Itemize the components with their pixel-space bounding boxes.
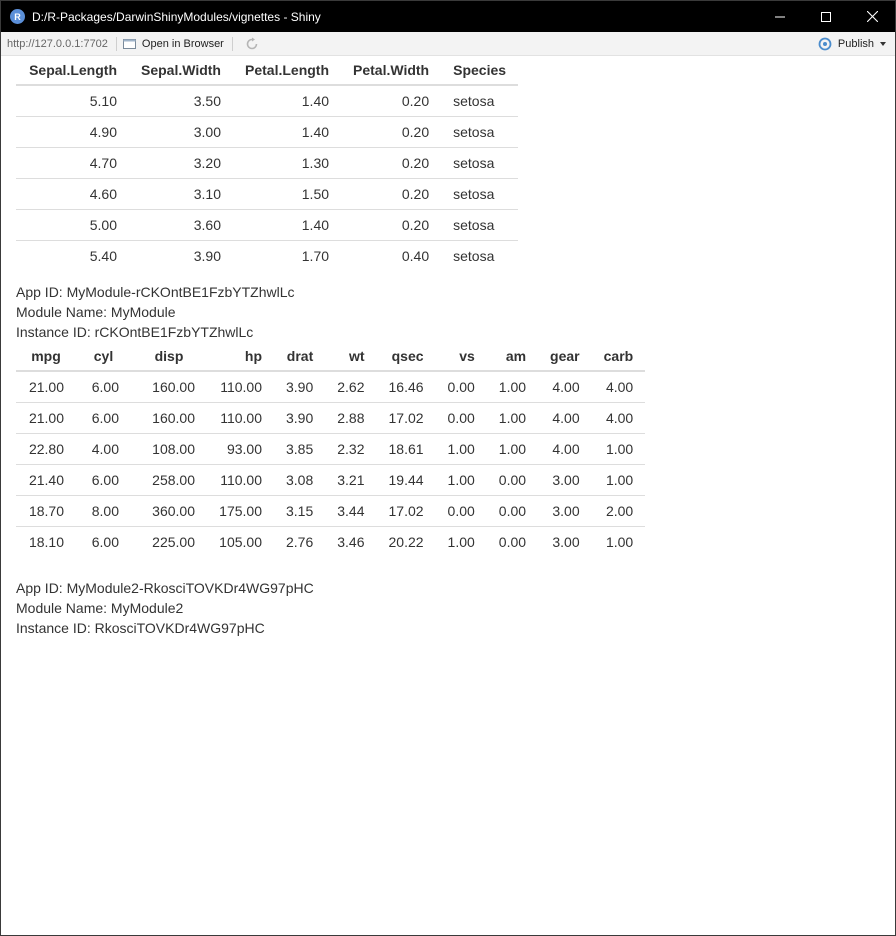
table-cell: 21.40 — [16, 464, 76, 495]
table-cell: 1.00 — [436, 464, 487, 495]
table-row — [16, 116, 518, 147]
table-cell: 19.44 — [377, 464, 436, 495]
table-cell: 6.00 — [91, 533, 119, 550]
table-cell: 3.85 — [274, 433, 325, 464]
browser-window-icon — [123, 38, 137, 50]
table-row — [16, 526, 645, 557]
module1-info — [16, 282, 895, 342]
table-cell: 6.00 — [76, 464, 131, 495]
publish-icon — [817, 37, 833, 51]
app-id-text: App ID: MyModule-rCKOntBE1FzbYTZhwlLc — [16, 284, 295, 300]
refresh-button[interactable] — [245, 37, 259, 51]
table-cell: 21.00 — [16, 371, 76, 402]
table-cell: 3.90 — [274, 371, 325, 402]
table-cell: 1.00 — [447, 533, 475, 550]
minimize-icon — [775, 12, 785, 22]
table-cell: 3.00 — [538, 464, 592, 495]
column-header-disp: disp — [131, 342, 207, 371]
table-cell: 17.02 — [377, 495, 436, 526]
table-cell: 3.00 — [538, 495, 592, 526]
table-row — [16, 178, 518, 209]
table-cell: 1.40 — [233, 116, 341, 147]
table-cell: 1.00 — [592, 464, 646, 495]
table-cell: setosa — [441, 85, 518, 116]
table-cell: 0.00 — [436, 495, 487, 526]
open-in-browser-button[interactable] — [123, 38, 224, 50]
table-cell: 1.30 — [233, 147, 341, 178]
minimize-button[interactable] — [757, 1, 803, 32]
table-cell: 0.20 — [341, 178, 441, 209]
table-cell: 0.40 — [401, 247, 430, 264]
app-content — [16, 56, 895, 935]
column-header-wt: wt — [325, 342, 376, 371]
viewer-toolbar — [1, 32, 895, 56]
maximize-button[interactable] — [803, 1, 849, 32]
table-cell: 17.02 — [377, 402, 436, 433]
table-cell: setosa — [441, 178, 518, 209]
table-row — [16, 495, 645, 526]
table-cell: 4.00 — [592, 371, 646, 402]
table-cell: 16.46 — [377, 371, 436, 402]
table-cell: 3.60 — [129, 209, 233, 240]
table-row — [16, 147, 518, 178]
app-id-text: App ID: MyModule2-RkosciTOVKDr4WG97pHC — [16, 580, 314, 596]
table-cell: 110.00 — [207, 371, 274, 402]
table-cell: 1.00 — [487, 433, 538, 464]
toolbar-divider-2 — [232, 37, 233, 51]
table-cell: 160.00 — [131, 402, 207, 433]
table-cell: 3.00 — [129, 116, 233, 147]
table-cell: 5.00 — [16, 209, 129, 240]
table-cell: 2.88 — [325, 402, 376, 433]
table-row — [16, 402, 645, 433]
table-cell: 0.00 — [498, 533, 527, 550]
module-name-text: Module Name: MyModule — [16, 304, 176, 320]
column-header-cyl: cyl — [76, 342, 131, 371]
table-cell: 3.08 — [274, 464, 325, 495]
table-cell: 2.00 — [592, 495, 646, 526]
table-row — [16, 240, 518, 271]
table-cell: 175.00 — [207, 495, 274, 526]
close-icon — [867, 11, 878, 22]
table-cell: 1.70 — [301, 247, 330, 264]
table-cell: 4.00 — [76, 433, 131, 464]
table-cell: 0.00 — [487, 464, 538, 495]
table-cell: 5.40 — [89, 247, 117, 264]
table-cell: 18.61 — [377, 433, 436, 464]
window-title: D:/R-Packages/DarwinShinyModules/vignettes - Shiny — [32, 9, 321, 24]
table-row — [16, 371, 645, 402]
instance-id-text: Instance ID: RkosciTOVKDr4WG97pHC — [16, 620, 265, 636]
table-cell: 108.00 — [131, 433, 207, 464]
instance-id-text: Instance ID: rCKOntBE1FzbYTZhwlLc — [16, 324, 254, 340]
table-cell: 225.00 — [152, 533, 195, 550]
table-cell: 2.32 — [325, 433, 376, 464]
table-cell: 8.00 — [76, 495, 131, 526]
table-row — [16, 209, 518, 240]
table-cell: 2.62 — [325, 371, 376, 402]
table-cell: 3.46 — [337, 533, 365, 550]
column-header-carb: carb — [592, 342, 646, 371]
table-cell: setosa — [453, 247, 495, 264]
table-cell: 1.00 — [592, 433, 646, 464]
mtcars-table — [16, 342, 645, 557]
mtcars-table-body — [16, 371, 645, 557]
table-cell: 3.50 — [129, 85, 233, 116]
table-cell: 4.00 — [592, 402, 646, 433]
table-cell: 3.15 — [274, 495, 325, 526]
table-cell: 4.00 — [538, 371, 592, 402]
chevron-down-icon — [879, 41, 887, 47]
column-header-mpg: mpg — [16, 342, 76, 371]
table-cell: 110.00 — [207, 464, 274, 495]
table-cell: 6.00 — [76, 371, 131, 402]
maximize-icon — [821, 12, 831, 22]
table-cell: 18.70 — [16, 495, 76, 526]
table-cell: 1.00 — [487, 402, 538, 433]
table-cell: 2.76 — [286, 533, 314, 550]
table-cell: 18.10 — [28, 533, 64, 550]
table-cell: 4.60 — [16, 178, 129, 209]
table-cell: 4.90 — [16, 116, 129, 147]
column-header-sepal-length: Sepal.Length — [16, 56, 129, 85]
url-display: http://127.0.0.1:7702 — [7, 37, 108, 50]
table-cell: 3.10 — [129, 178, 233, 209]
table-cell: 258.00 — [131, 464, 207, 495]
table-cell: 1.50 — [233, 178, 341, 209]
table-cell: 0.20 — [341, 209, 441, 240]
column-header-am: am — [487, 342, 538, 371]
module2-info — [16, 578, 895, 638]
table-cell: 160.00 — [131, 371, 207, 402]
table-header-row — [16, 56, 518, 85]
column-header-petal-length: Petal.Length — [233, 56, 341, 85]
table-row — [16, 464, 645, 495]
table-cell: 3.00 — [552, 533, 580, 550]
table-cell: 0.00 — [436, 402, 487, 433]
module-name-text: Module Name: MyModule2 — [16, 600, 184, 616]
column-header-qsec: qsec — [377, 342, 436, 371]
table-cell: 6.00 — [76, 402, 131, 433]
table-cell: 3.90 — [274, 402, 325, 433]
table-cell: 0.20 — [341, 85, 441, 116]
table-cell: setosa — [441, 209, 518, 240]
table-row — [16, 433, 645, 464]
iris-table — [16, 56, 518, 271]
column-header-species: Species — [441, 56, 518, 85]
column-header-vs: vs — [436, 342, 487, 371]
publish-button[interactable] — [817, 32, 887, 56]
table-cell: 4.00 — [538, 433, 592, 464]
title-bar — [1, 1, 895, 32]
table-row — [16, 85, 518, 116]
table-cell: 0.00 — [487, 495, 538, 526]
table-cell: setosa — [441, 147, 518, 178]
table-cell: 360.00 — [131, 495, 207, 526]
table-cell: 3.20 — [129, 147, 233, 178]
table-cell: 22.80 — [16, 433, 76, 464]
column-header-sepal-width: Sepal.Width — [129, 56, 233, 85]
toolbar-divider — [116, 37, 117, 51]
table-cell: 21.00 — [16, 402, 76, 433]
column-header-hp: hp — [207, 342, 274, 371]
table-cell: 3.21 — [325, 464, 376, 495]
table-cell: 3.44 — [325, 495, 376, 526]
table-cell: 0.20 — [341, 116, 441, 147]
table-cell: 1.40 — [233, 85, 341, 116]
refresh-icon — [245, 37, 259, 51]
open-in-browser-label: Open in Browser — [141, 37, 224, 50]
window-controls — [757, 1, 895, 32]
table-cell: 0.20 — [341, 147, 441, 178]
table-cell: setosa — [441, 116, 518, 147]
table-cell: 4.00 — [538, 402, 592, 433]
table-cell: 3.90 — [193, 247, 221, 264]
column-header-drat: drat — [274, 342, 325, 371]
r-app-icon: R — [10, 9, 25, 24]
table-cell: 1.40 — [233, 209, 341, 240]
table-cell: 4.70 — [16, 147, 129, 178]
close-button[interactable] — [849, 1, 895, 32]
table-cell: 1.00 — [487, 371, 538, 402]
table-cell: 1.00 — [436, 433, 487, 464]
table-cell: 5.10 — [16, 85, 129, 116]
table-header-row — [16, 342, 645, 371]
table-cell: 1.00 — [605, 533, 634, 550]
column-header-petal-width: Petal.Width — [341, 56, 441, 85]
table-cell: 105.00 — [219, 533, 262, 550]
table-cell: 20.22 — [388, 533, 424, 550]
table-cell: 0.00 — [436, 371, 487, 402]
table-cell: 110.00 — [207, 402, 274, 433]
publish-label: Publish — [837, 38, 874, 50]
table-cell: 93.00 — [207, 433, 274, 464]
column-header-gear: gear — [538, 342, 592, 371]
